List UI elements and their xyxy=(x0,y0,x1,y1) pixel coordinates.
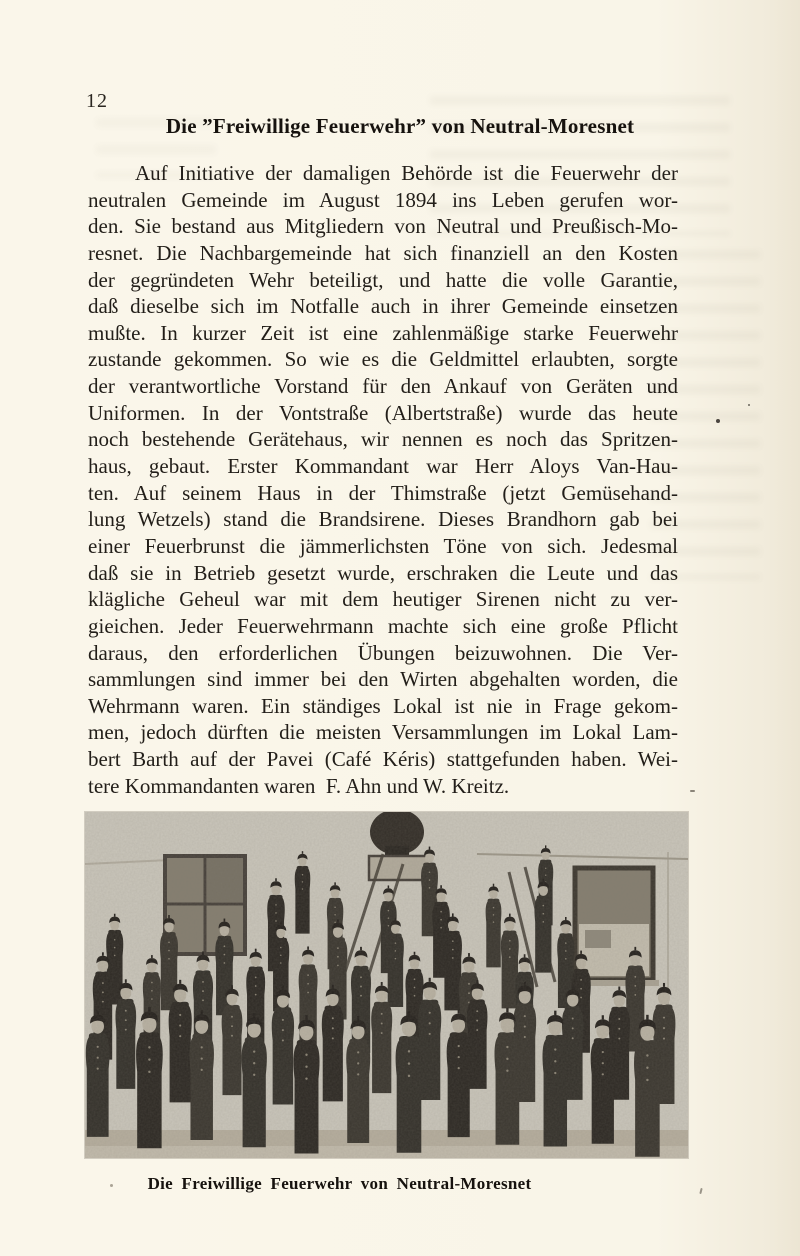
body-line: Uniformen. In der Vontstraße (Albertstraße) wurde das heute xyxy=(88,400,678,425)
body-line: lung Wetzels) stand die Brandsirene. Dieses Brandhorn gab bei xyxy=(88,507,678,532)
body-line: tere Kommandanten waren F. Ahn und W. Kreitz. xyxy=(88,773,510,798)
page-title: Die ”Freiwillige Feuerwehr” von Neutral-Moresnet xyxy=(165,114,635,138)
page-number: 12 xyxy=(86,90,108,112)
body-line: mußte. In kurzer Zeit ist eine zahlenmäßige starke Feuerwehr xyxy=(88,320,678,345)
brigade-photo xyxy=(85,812,688,1158)
body-line: gieichen. Jeder Feuerwehrmann machte sich eine große Pflicht xyxy=(88,613,678,638)
scan-speck xyxy=(690,790,695,792)
body-line: Wehrmann waren. Ein ständiges Lokal ist nie in Frage gekom- xyxy=(88,693,678,718)
body-line: ten. Auf seinem Haus in der Thimstraße (jetzt Gemüsehand- xyxy=(88,480,678,505)
body-line: den. Sie bestand aus Mitgliedern von Neutral und Preußisch-Mo- xyxy=(88,214,678,239)
scan-speck xyxy=(716,419,720,423)
body-line: haus, gebaut. Erster Kommandant war Herr Aloys Van-Hau- xyxy=(88,454,678,479)
body-line: noch bestehende Gerätehaus, wir nennen es noch das Spritzen- xyxy=(88,427,678,452)
body-line: einer Feuerbrunst die jämmerlichsten Töne von sich. Jedesmal xyxy=(88,533,678,558)
body-line: bert Barth auf der Pavei (Café Kéris) stattgefunden haben. Wei- xyxy=(88,747,678,772)
body-line: zustande gekommen. So wie es die Geldmittel erlaubten, sorgte xyxy=(88,347,678,372)
body-line: men, jedoch dürften die meisten Versammlungen im Lokal Lam- xyxy=(88,720,678,745)
body-line: Auf Initiative der damaligen Behörde ist die Feuerwehr der xyxy=(135,161,678,185)
body-line: daraus, den erforderlichen Übungen beizuwohnen. Die Ver- xyxy=(88,640,678,665)
body-line: der verantwortliche Vorstand für den Ankauf von Geräten und xyxy=(88,374,678,399)
body-paragraph xyxy=(88,160,678,799)
scan-speck xyxy=(699,1188,702,1194)
body-line: der gegründeten Wehr beteiligt, und hatte die volle Garantie, xyxy=(88,267,678,292)
photo-caption: Die Freiwillige Feuerwehr von Neutral-Moresnet xyxy=(147,1174,532,1193)
body-line: daß sie in Betrieb gesetzt wurde, erschraken die Leute und das xyxy=(88,560,678,585)
body-line: daß dieselbe sich im Notfalle auch in ihrer Gemeinde einsetzen xyxy=(88,294,678,319)
scan-speck xyxy=(748,404,750,406)
body-line: resnet. Die Nachbargemeinde hat sich finanziell an den Kosten xyxy=(88,240,678,265)
brigade-photo-illustration xyxy=(85,812,688,1158)
body-line: klägliche Geheul war mit dem heutiger Sirenen nicht zu ver- xyxy=(88,587,678,612)
body-line: neutralen Gemeinde im August 1894 ins Leben gerufen wor- xyxy=(88,187,678,212)
body-line: sammlungen sind immer bei den Wirten abgehalten worden, die xyxy=(88,667,678,692)
